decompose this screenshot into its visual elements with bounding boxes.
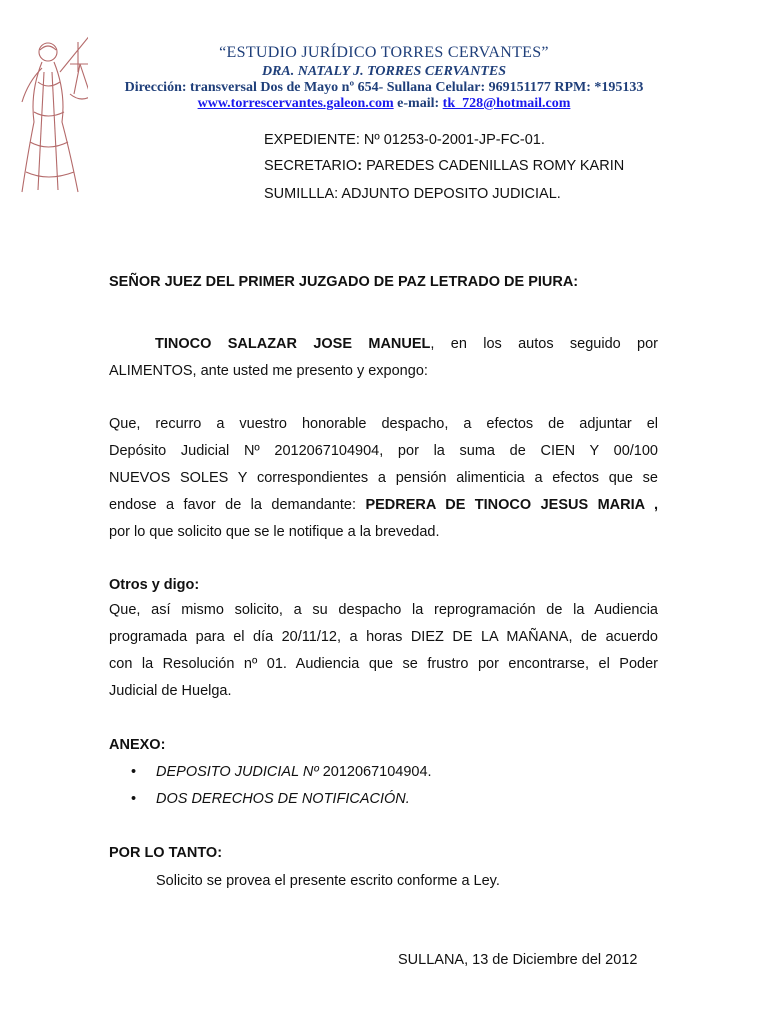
anexo-item-1-number: 2012067104904.: [318, 764, 432, 780]
secretario-value: PAREDES CADENILLAS ROMY KARIN: [362, 158, 625, 174]
anexo-item-2-label: DOS DERECHOS DE NOTIFICACIÓN.: [156, 791, 410, 807]
petitioner-name: TINOCO SALAZAR JOSE MANUEL: [155, 336, 431, 352]
main-line-5: por lo que solicito que se le notifique a la brevedad.: [109, 524, 440, 540]
otros-line-4: Judicial de Huelga.: [109, 683, 232, 699]
firm-name: “ESTUDIO JURÍDICO TORRES CERVANTES”: [219, 44, 549, 61]
otros-line-1: Que, así mismo solicito, a su despacho la reprogramación de la Audiencia: [109, 602, 658, 618]
firm-address: Dirección: transversal Dos de Mayo nº 654- Sullana Celular: 969151177 RPM: *195133: [124, 80, 644, 95]
anexo-title: ANEXO:: [109, 737, 166, 753]
intro-paragraph: [109, 331, 658, 385]
place-date: SULLANA, 13 de Diciembre del 2012: [398, 952, 638, 968]
anexo-item-2: [156, 791, 410, 807]
bullet-icon: •: [131, 764, 137, 780]
lawyer-name: DRA. NATALY J. TORRES CERVANTES: [261, 64, 507, 79]
closing-text: Solicito se provea el presente escrito conforme a Ley.: [156, 873, 500, 889]
anexo-item-1: [156, 764, 432, 780]
sumilla: SUMILLLA: ADJUNTO DEPOSITO JUDICIAL.: [264, 186, 561, 202]
email-link[interactable]: tk_728@hotmail.com: [442, 96, 571, 111]
intro-line-1-rest: , en los autos seguido por: [430, 336, 658, 352]
main-line-3: NUEVOS SOLES Y correspondientes a pensión alimenticia a efectos que se: [109, 470, 658, 486]
addressee: SEÑOR JUEZ DEL PRIMER JUZGADO DE PAZ LETRADO DE PIURA:: [109, 274, 579, 290]
expediente: EXPEDIENTE: Nº 01253-0-2001-JP-FC-01.: [264, 132, 545, 148]
respondent-name: PEDRERA DE TINOCO JESUS MARIA ,: [365, 497, 658, 513]
secretario-colon: :: [357, 158, 363, 174]
anexo-item-1-label: DEPOSITO JUDICIAL Nº: [156, 764, 319, 780]
main-line-4: [109, 492, 658, 519]
contact-line: [0, 96, 768, 112]
main-line-4-pre: endose a favor de la demandante:: [109, 497, 366, 513]
secretario-label: SECRETARIO: [264, 158, 358, 174]
otros-line-3: con la Resolución nº 01. Audiencia que se frustro por encontrarse, el Poder: [109, 656, 658, 672]
main-paragraph: [109, 411, 658, 546]
email-label: e-mail:: [397, 96, 440, 111]
secretario: [264, 158, 624, 174]
intro-line-2: ALIMENTOS, ante usted me presento y expongo:: [109, 363, 428, 379]
main-line-1: Que, recurro a vuestro honorable despacho, a efectos de adjuntar el: [109, 416, 658, 432]
otros-line-2: programada para el día 20/11/12, a horas DIEZ DE LA MAÑANA, de acuerdo: [109, 629, 658, 645]
bullet-icon: •: [131, 791, 137, 807]
intro-line-1: [109, 331, 658, 358]
website-link[interactable]: www.torrescervantes.galeon.com: [197, 96, 394, 111]
closing-title: POR LO TANTO:: [109, 845, 223, 861]
otros-title: Otros y digo:: [109, 577, 200, 593]
main-line-2: Depósito Judicial Nº 2012067104904, por la suma de CIEN Y 00/100: [109, 443, 658, 459]
otros-paragraph: [109, 597, 658, 705]
